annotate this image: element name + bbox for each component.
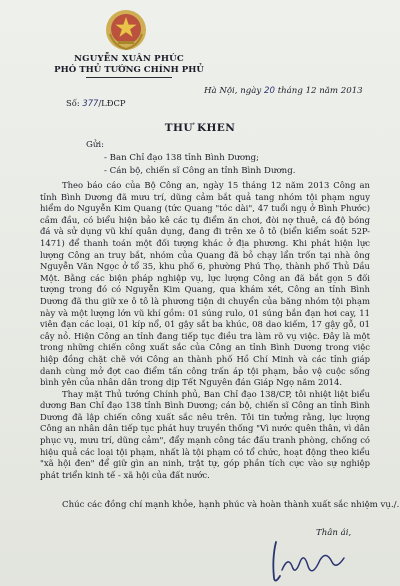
- sender-name: NGUYỄN XUÂN PHÚC: [74, 54, 184, 64]
- sender-block: [34, 54, 224, 78]
- place-date-suffix: tháng 12 năm 2013: [277, 86, 363, 96]
- letter-body: [40, 180, 370, 481]
- document-number-value: 377: [82, 98, 99, 108]
- body-paragraph: Thay mặt Thủ tướng Chính phủ, Ban Chỉ đạo 138/CP, tôi nhiệt liệt biểu dương Ban Chỉ đạo 138 tỉnh Bình Dương; cán bộ, chiến sĩ Công an tỉnh Bình Dương đã lập chiến công xuất sắc nêu trên. Tôi tin tưởng rằng, lực lượng Công an nhân dân tiếp tục phát huy truyền thống "Vì nước quên thân, vì dân phục vụ, mưu trí, dũng cảm", đẩy mạnh công tác đấu tranh phòng, chống có hiệu quả các loại tội phạm, nhất là tội phạm có tổ chức, hoạt động theo kiểu "xã hội đen" để giữ gìn an ninh, trật tự, góp phần tích cực vào sự nghiệp phát triển kinh tế - xã hội của đất nước.: [40, 388, 370, 480]
- place-date-prefix: Hà Nội, ngày: [204, 86, 262, 96]
- title-underline: [86, 77, 172, 78]
- recipients-list: [104, 152, 295, 178]
- place-date-day: 20: [264, 86, 275, 96]
- document-number-prefix: Số:: [66, 98, 80, 108]
- document-title: THƯ KHEN: [164, 122, 236, 134]
- body-paragraph: Theo báo cáo của Bộ Công an, ngày 15 tháng 12 năm 2013 Công an tỉnh Bình Dương đã mưu trí, dũng cảm bắt quả tang nhóm tội phạm nguy hiểm do Nguyễn Kim Quang (tức Quang "tóc dài", 47 tuổi ngụ ở Bình Phước) cầm đầu, có biểu hiện bảo kê các tụ điểm ăn chơi, đòi nợ thuê, cá độ bóng đá và sử dụng vũ khí quân dụng, đang đi trên xe ô tô (biển kiểm soát 52P-1471) để thanh toán một đối tượng khác ở địa phương. Khi phát hiện lực lượng Công an truy bắt, nhóm của Quang đã bỏ chạy lẩn trốn tại nhà ông Nguyễn Văn Ngọc ở tổ 35, khu phố 6, phường Phú Thọ, thành phố Thủ Dầu Một. Bằng các biện pháp nghiệp vụ, lực lượng Công an đã bắt gọn 5 đối tượng trong đó có Nguyễn Kim Quang, qua khám xét, Công an tỉnh Bình Dương đã thu giữ xe ô tô là phương tiện di chuyển của băng nhóm tội phạm này và một lượng lớn vũ khí gồm: 01 súng rulo, 01 súng bắn đạn hơi cay, 11 viên đạn các loại, 01 kíp nổ, 01 gậy sắt ba khúc, 08 dao kiếm, 17 gậy gỗ, 01 cây nỏ. Hiện Công an tỉnh đang tiếp tục điều tra làm rõ vụ việc. Đây là một trong những chiến công xuất sắc của Công an tỉnh Bình Dương trong việc hiệp đồng chặt chẽ với Công an thành phố Hồ Chí Minh và các tỉnh giáp danh cùng mở đợt cao điểm tấn công trấn áp tội phạm, bảo vệ cuộc sống bình yên của nhân dân trong dịp Tết Nguyên đán Giáp Ngọ năm 2014.: [40, 180, 370, 388]
- place-date: [204, 86, 363, 96]
- closing-wish: Chúc các đồng chí mạnh khỏe, hạnh phúc và hoàn thành xuất sắc nhiệm vụ./.: [62, 500, 400, 510]
- closing-regards: Thân ái,: [316, 528, 352, 538]
- national-emblem-icon: [104, 8, 148, 52]
- recipient-item: - Ban Chỉ đạo 138 tỉnh Bình Dương;: [104, 153, 259, 163]
- recipient-item: - Cán bộ, chiến sĩ Công an tỉnh Bình Dương.: [104, 166, 296, 176]
- document-number-suffix: /LĐCP: [98, 98, 126, 108]
- signature-icon: [262, 536, 352, 586]
- sender-title: PHÓ THỦ TƯỚNG CHÍNH PHỦ: [54, 65, 204, 75]
- document-number: [66, 98, 126, 108]
- recipients-label: Gửi:: [86, 140, 105, 150]
